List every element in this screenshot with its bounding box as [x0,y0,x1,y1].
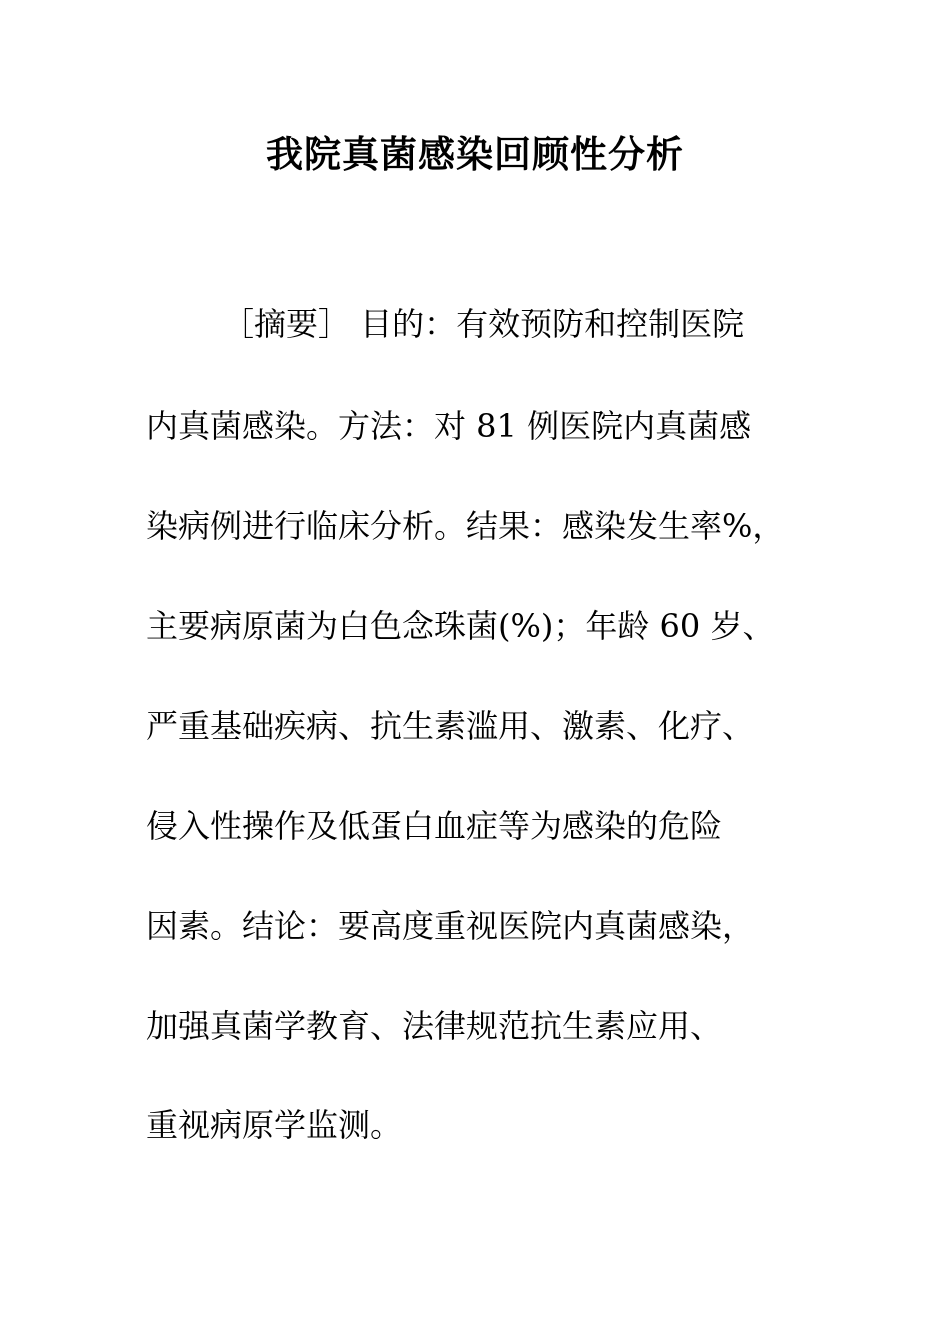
abstract-line: 内真菌感染。方法：对 81 例医院内真菌感 [146,407,752,445]
abstract-line: 重视病原学监测。 [146,1106,403,1144]
abstract-line: 加强真菌学教育、法律规范抗生素应用、 [146,1007,723,1045]
abstract-line: 染病例进行临床分析。结果：感染发生率%， [146,507,785,545]
abstract-line: 侵入性操作及低蛋白血症等为感染的危险 [146,807,723,845]
document-title: 我院真菌感染回顾性分析 [266,132,684,176]
abstract-line: 严重基础疾病、抗生素滥用、激素、化疗、 [146,707,755,745]
abstract-line: ［摘要］ 目的：有效预防和控制医院 [222,305,745,343]
abstract-line: 主要病原菌为白色念珠菌(%)；年龄 60 岁、 [146,607,775,645]
abstract-line: 因素。结论：要高度重视医院内真菌感染， [146,907,755,945]
